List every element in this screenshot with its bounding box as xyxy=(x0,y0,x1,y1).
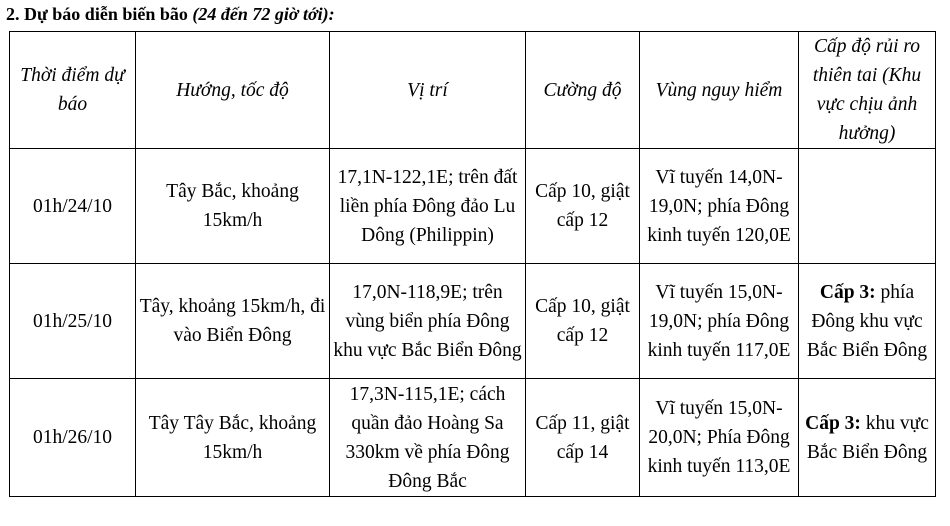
cell-risk xyxy=(799,264,936,379)
risk-level: Cấp 3: xyxy=(805,412,861,434)
table-header-row xyxy=(10,32,936,149)
section-heading xyxy=(6,4,335,25)
header-position: Vị trí xyxy=(330,32,526,149)
cell-intensity: Cấp 10, giật cấp 12 xyxy=(526,149,640,264)
cell-time: 01h/26/10 xyxy=(10,379,136,497)
header-forecast-time: Thời điểm dự báo xyxy=(10,32,136,149)
cell-danger-zone: Vĩ tuyến 14,0N-19,0N; phía Đông kinh tuyến 120,0E xyxy=(640,149,799,264)
section-time-range: (24 đến 72 giờ tới): xyxy=(192,4,335,24)
header-danger-zone: Vùng nguy hiểm xyxy=(640,32,799,149)
cell-position: 17,3N-115,1E; cách quần đảo Hoàng Sa 330km về phía Đông Đông Bắc xyxy=(330,379,526,497)
cell-danger-zone: Vĩ tuyến 15,0N-20,0N; Phía Đông kinh tuyến 113,0E xyxy=(640,379,799,497)
risk-level-empty xyxy=(867,206,868,207)
table-row xyxy=(10,264,936,379)
cell-intensity: Cấp 11, giật cấp 14 xyxy=(526,379,640,497)
cell-risk xyxy=(799,379,936,497)
cell-direction: Tây Bắc, khoảng 15km/h xyxy=(136,149,330,264)
cell-intensity: Cấp 10, giật cấp 12 xyxy=(526,264,640,379)
cell-danger-zone: Vĩ tuyến 15,0N-19,0N; phía Đông kinh tuyến 117,0E xyxy=(640,264,799,379)
header-direction-speed: Hướng, tốc độ xyxy=(136,32,330,149)
cell-position: 17,0N-118,9E; trên vùng biển phía Đông khu vực Bắc Biển Đông xyxy=(330,264,526,379)
cell-direction: Tây, khoảng 15km/h, đi vào Biển Đông xyxy=(136,264,330,379)
cell-risk xyxy=(799,149,936,264)
risk-area: phía Đông khu vực Bắc Biển Đông xyxy=(806,281,928,361)
cell-direction: Tây Tây Bắc, khoảng 15km/h xyxy=(136,379,330,497)
risk-level: Cấp 3: xyxy=(819,281,876,303)
cell-time: 01h/25/10 xyxy=(10,264,136,379)
header-intensity: Cường độ xyxy=(526,32,640,149)
table-row xyxy=(10,149,936,264)
risk-area: khu vực Bắc Biển Đông xyxy=(806,412,929,463)
header-risk-level: Cấp độ rủi ro thiên tai (Khu vực chịu ảnh hưởng) xyxy=(799,32,936,149)
cell-time: 01h/24/10 xyxy=(10,149,136,264)
risk-area-empty xyxy=(867,206,868,207)
cell-position: 17,1N-122,1E; trên đất liền phía Đông đảo Lu Dông (Philippin) xyxy=(330,149,526,264)
table-row xyxy=(10,379,936,497)
section-number: 2. xyxy=(6,4,20,24)
storm-forecast-table xyxy=(9,31,936,497)
section-title: Dự báo diễn biến bão xyxy=(24,4,188,24)
